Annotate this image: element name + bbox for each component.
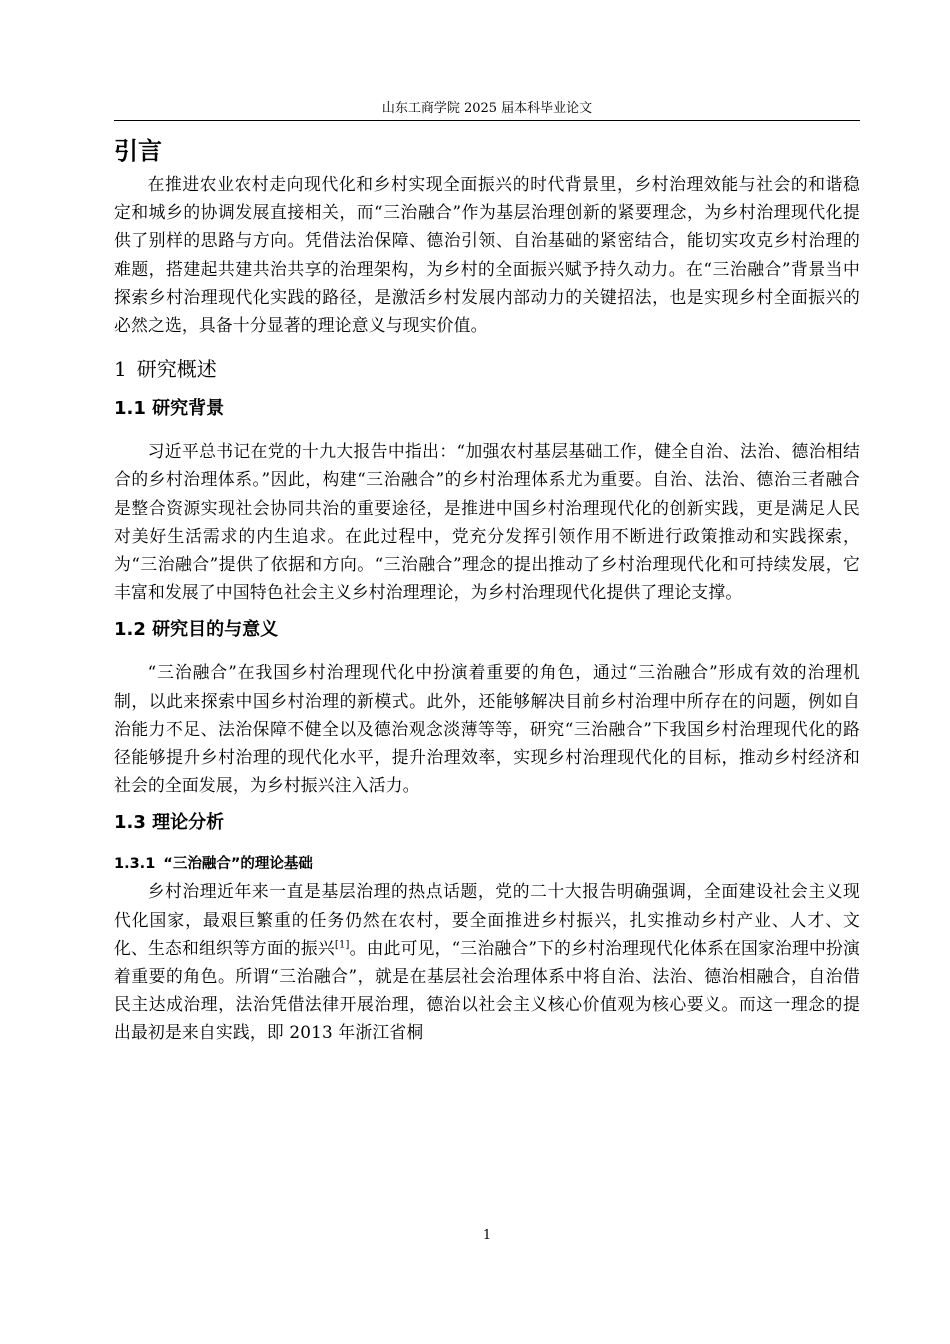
- citation-link[interactable]: [1]: [334, 939, 350, 951]
- subsection-1-3-1-heading: [114, 851, 860, 877]
- page-number: 1: [482, 1228, 492, 1243]
- subsection-title: “三治融合”的理论基础: [163, 856, 313, 873]
- chapter-title: 研究概述: [136, 357, 217, 382]
- paragraph-text-part-2: 。由此可见，“三治融合”下的乡村治理现代化体系在国家治理中扮演着重要的角色。所谓“三治融合”，就是在基层社会治理体系中将自治、法治、德治相融合，自治借民主达成治理，法治凭借法律开展治理，德治以社会主义核心价值观为核心要义。而这一理念的提出最初是来自实践，即 2013 年浙江省桐: [114, 937, 860, 1043]
- page-header: 山东工商学院 2025 届本科毕业论文: [381, 101, 593, 116]
- chapter-number: 1: [114, 357, 127, 382]
- section-1-2-heading: 1.2 研究目的与意义: [114, 619, 279, 641]
- page-body: [114, 134, 860, 1047]
- intro-paragraph: 在推进农业农村走向现代化和乡村实现全面振兴的时代背景里，乡村治理效能与社会的和谐稳定和城乡的协调发展直接相关，而“三治融合”作为基层治理创新的紧要理念，为乡村治理现代化提供了别样的思路与方向。凭借法治保障、德治引领、自治基础的紧密结合，能切实攻克乡村治理的难题，搭建起共建共治共享的治理架构，为乡村的全面振兴赋予持久动力。在“三治融合”背景当中探索乡村治理现代化实践的路径，是激活乡村发展内部动力的关键招法，也是实现乡村全面振兴的必然之选，具备十分显著的理论意义与现实价值。: [114, 174, 860, 336]
- section-1-1-paragraph: 习近平总书记在党的十九大报告中指出：“加强农村基层基础工作，健全自治、法治、德治相结合的乡村治理体系。”因此，构建“三治融合”的乡村治理体系尤为重要。自治、法治、德治三者融合是整合资源实现社会协同共治的重要途径，是推进中国乡村治理现代化的创新实践，更是满足人民对美好生活需求的内生追求。在此过程中，党充分发挥引领作用不断进行政策推动和实践探索，为“三治融合”提供了依据和方向。“三治融合”理念的提出推动了乡村治理现代化和可持续发展，它丰富和发展了中国特色社会主义乡村治理理论，为乡村治理现代化提供了理论支撑。: [114, 441, 860, 603]
- intro-heading: 引言: [114, 137, 162, 165]
- subsection-1-3-1-paragraph: [114, 877, 860, 1046]
- chapter-1-heading: [114, 355, 860, 383]
- section-1-1-heading: 1.1 研究背景: [114, 398, 225, 420]
- subsection-number: 1.3.1: [114, 856, 156, 873]
- paragraph-text-part-1: 乡村治理近年来一直是基层治理的热点话题，党的二十大报告明确强调，全面建设社会主义现代化国家，最艰巨繁重的任务仍然在农村，要全面推进乡村振兴，扎实推动乡村产业、人才、文化、生态和组织等方面的振兴: [114, 881, 860, 958]
- header-rule: [114, 120, 860, 121]
- section-1-3-heading: 1.3 理论分析: [114, 812, 225, 834]
- section-1-2-paragraph: “三治融合”在我国乡村治理现代化中扮演着重要的角色，通过“三治融合”形成有效的治理机制，以此来探索中国乡村治理的新模式。此外，还能够解决目前乡村治理中所存在的问题，例如自治能力不足、法治保障不健全以及德治观念淡薄等等，研究“三治融合”下我国乡村治理现代化的路径能够提升乡村治理的现代化水平，提升治理效率，实现乡村治理现代化的目标，推动乡村经济和社会的全面发展，为乡村振兴注入活力。: [114, 662, 860, 796]
